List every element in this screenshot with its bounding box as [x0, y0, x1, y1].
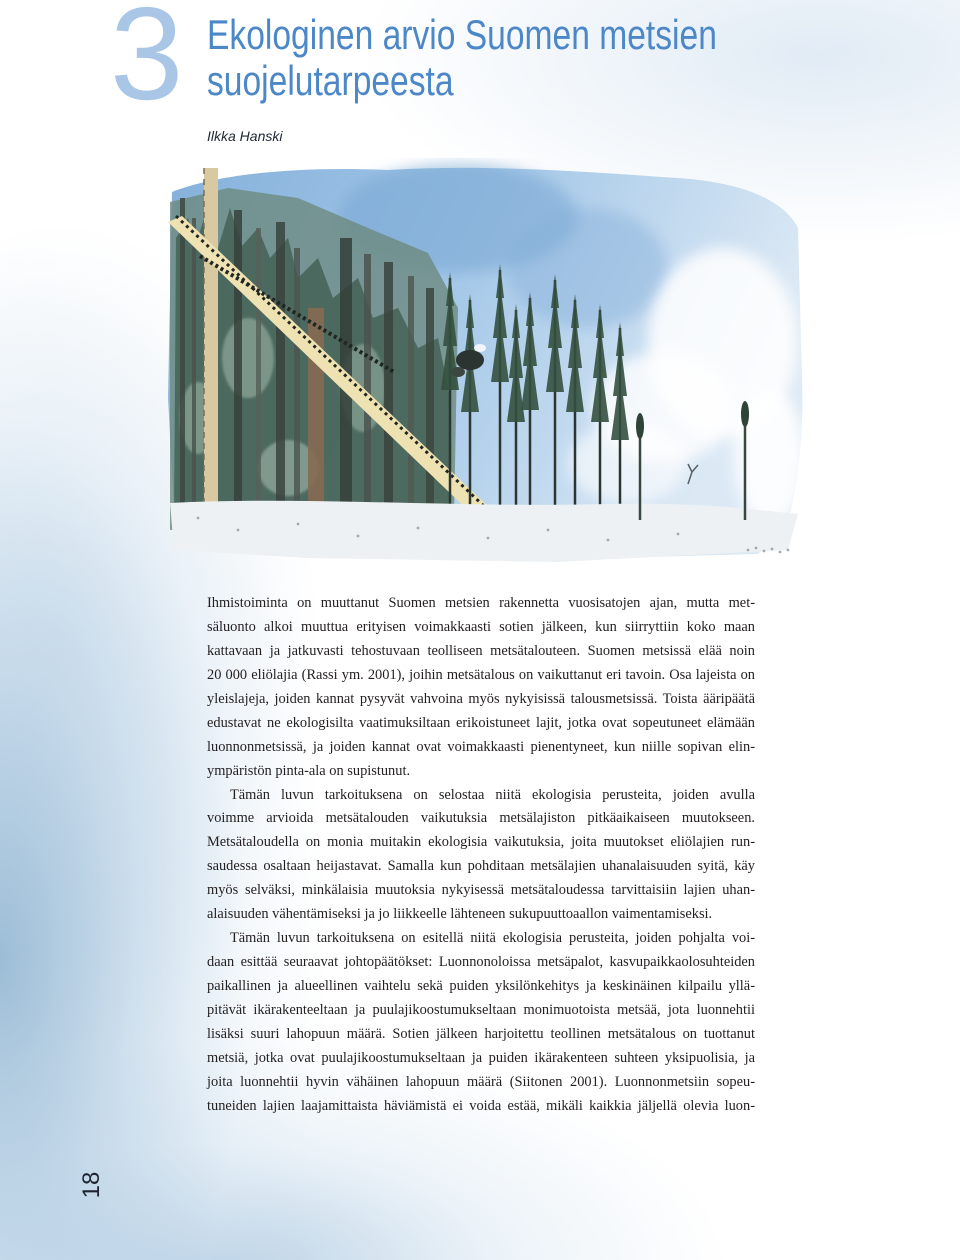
- body-line: kattavaan ja jatkuvasti tehostuvaan teolliseen metsätalouteen. Suomen metsissä elää noin: [207, 642, 755, 659]
- bird-body: [456, 350, 484, 370]
- pale-vertical-trunk: [204, 168, 218, 518]
- paragraph: [207, 784, 755, 928]
- body-line: daan esittää seuraavat johtopäätökset: Luonnonoloissa metsäpalot, kasvupaikkaolosuhteiden: [207, 954, 755, 971]
- tree-trunk: [364, 254, 371, 518]
- ground-speck: [779, 551, 782, 554]
- body-line: pitävät ikärakenteeltaan ja puulajikoostumukseltaan monimuotoista metsää, jota luonnehtii: [207, 1001, 755, 1018]
- ground-speck: [357, 535, 360, 538]
- chapter-number: 3: [110, 0, 184, 127]
- snag-crown: [636, 413, 644, 439]
- tree-trunk: [294, 248, 300, 518]
- body-line: tuneiden lajien laajamittaista häviämistä ei voida estää, mikäli kaikkia jäljellä olevia luon-: [207, 1097, 755, 1114]
- ground-speck: [771, 548, 774, 551]
- foliage-patch: [222, 318, 274, 398]
- body-line: myös selväksi, minkälaisia muutoksia nykyisessä metsätaloudessa tarvittaisiin lajien uhan-: [207, 882, 755, 899]
- pale-trunk-body: [204, 168, 218, 518]
- tree-trunk: [256, 228, 261, 518]
- tree-trunk: [234, 210, 242, 518]
- tree-trunk: [408, 276, 414, 518]
- body-line: 20 000 eliölajia (Rassi ym. 2001), joihin metsätalous on vaikuttanut eri tavoin. Osa lajeista on: [207, 666, 755, 683]
- body-line: ympäristön pinta-ala on supistunut.: [207, 762, 411, 779]
- ground-speck: [297, 523, 300, 526]
- bird-detail: [474, 344, 486, 352]
- ground-speck: [763, 550, 766, 553]
- paragraph: [207, 592, 755, 784]
- tree-trunk: [276, 222, 285, 518]
- ground-speck: [787, 549, 790, 552]
- body-line: lisäksi suuri lahopuun määrä. Sotien jälkeen harjoitettu teollinen metsätalous on tuottanut: [207, 1025, 755, 1042]
- ground-speck: [487, 537, 490, 540]
- body-line: Tämän luvun tarkoituksena on selostaa niitä ekologisia perusteita, joiden avulla: [230, 786, 755, 803]
- ground: [170, 501, 798, 562]
- ground-band: [170, 501, 798, 562]
- body-line: säluonto alkoi muuttua erityisen voimakkaasti sotien jälkeen, kun siirryttiin koko maan: [207, 618, 755, 635]
- ground-speck: [755, 547, 758, 550]
- body-line: edustavat ne ekologisilta vaatimuksiltaan erikoistuneet lajit, jotka ovat sopeutuneet elämään: [207, 714, 755, 731]
- ground-speck: [197, 517, 200, 520]
- body-line: yleislajeja, joiden kannat pysyvät vahvoina myös nykyisissä talousmetsissä. Toista ääripäätä: [207, 690, 755, 707]
- ground-speck: [417, 527, 420, 530]
- snag-crown: [741, 401, 749, 427]
- ground-speck: [747, 549, 750, 552]
- bird-detail: [451, 367, 465, 377]
- tree-trunk: [426, 288, 434, 518]
- chapter-author: Ilkka Hanski: [207, 128, 283, 144]
- paragraph: [207, 927, 755, 1119]
- body-line: Metsätaloudella on monia muitakin ekologisia vaikutuksia, joita muutokset eliölajien run-: [207, 834, 755, 851]
- chapter-title: [207, 12, 717, 104]
- body-line: luonnonmetsissä, ja joiden kannat ovat voimakkaasti pienentyneet, kun niille sopivan elin-: [207, 738, 755, 755]
- body-text: [207, 592, 755, 1119]
- body-line: Ihmistoiminta on muuttanut Suomen metsien rakennetta vuosisatojen ajan, mutta met-: [207, 595, 755, 611]
- chapter-title-line: suojelutarpeesta: [207, 57, 454, 104]
- chapter-title-line: Ekologinen arvio Suomen metsien: [207, 11, 717, 58]
- ground-speck: [237, 529, 240, 532]
- tree-trunk: [180, 198, 185, 518]
- tree-trunk: [384, 262, 393, 518]
- body-line: Tämän luvun tarkoituksena on esitellä niitä ekologisia perusteita, joiden pohjalta voi-: [230, 930, 755, 947]
- body-line: saudessa osaltaan heijastavat. Samalla kun pohditaan metsälajien uhanalaisuuden syitä, käy: [207, 858, 755, 875]
- body-line: paikallinen ja alueellinen vaihtelu sekä puiden yksilönkehitys ja keskinäinen kilpailu yllä-: [207, 978, 755, 994]
- body-line: metsiä, jotka ovat puulajikoostumukseltaan ja puiden ikärakenteen suhteen yksipuolisia, ja: [207, 1049, 755, 1066]
- forest-illustration: [158, 158, 808, 570]
- page-number: 18: [78, 1171, 105, 1199]
- body-line: joita luonnehtii hyvin vähäinen lahopuun määrä (Siitonen 2001). Luonnonmetsiin sopeu-: [207, 1073, 755, 1090]
- body-line: alaisuuden vähentämiseksi ja jo liikkeelle lähteneen sukupuuttoaallon vaimentamiseksi.: [207, 906, 713, 923]
- tree-trunk: [192, 218, 196, 518]
- body-line: voimme arvioida metsätalouden vaikutuksia metsälajiston pitkäaikaiseen muutokseen.: [207, 810, 755, 827]
- ground-speck: [607, 539, 610, 542]
- ground-speck: [547, 529, 550, 532]
- ground-speck: [677, 533, 680, 536]
